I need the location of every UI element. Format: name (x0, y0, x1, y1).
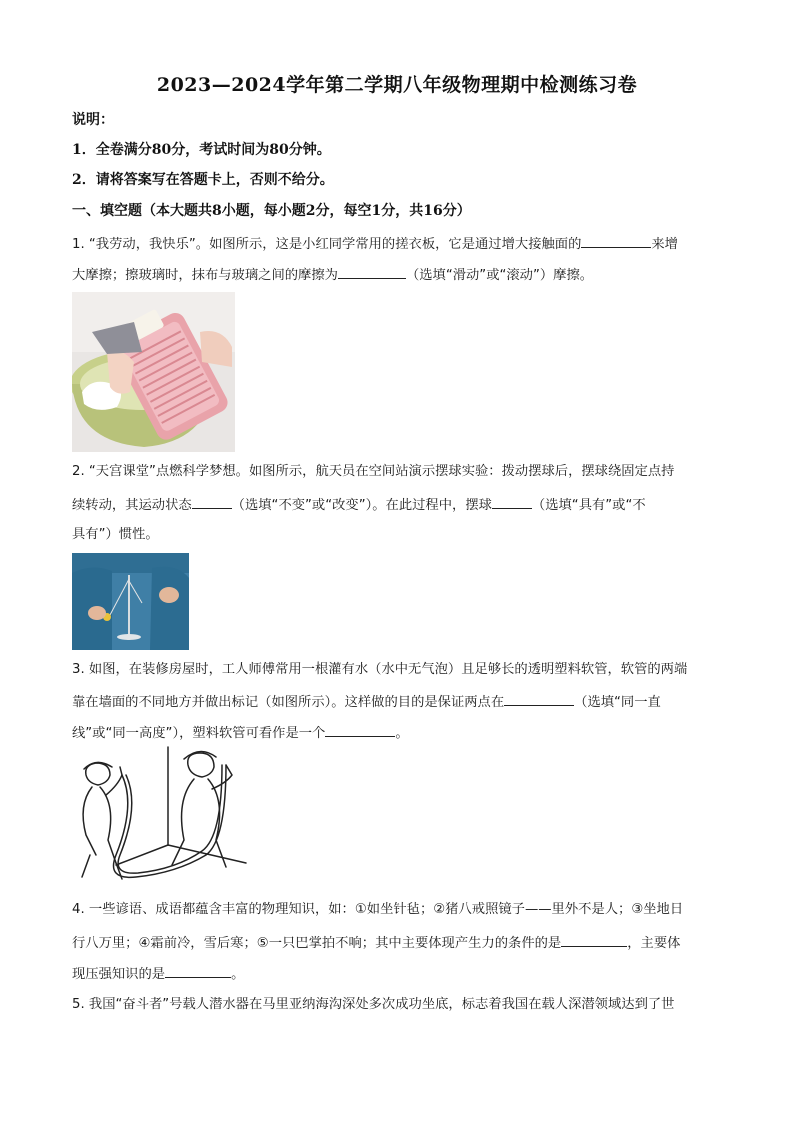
section-heading: 一、填空题（本大题共8小题，每小题2分，每空1分，共16分） (72, 203, 471, 219)
question-3-line-2 (72, 691, 727, 713)
q4-text: ，主要体 (627, 936, 681, 951)
notes-item-2: 2．请将答案写在答题卡上，否则不给分。 (72, 172, 334, 188)
question-2-line-1: 2. “天宫课堂”点燃科学梦想。如图所示，航天员在空间站演示摆球实验：拨动摆球后，摆球绕固定点持 (72, 464, 675, 479)
answer-blank (165, 963, 231, 978)
notes-heading: 说明： (72, 112, 114, 128)
answer-blank (325, 722, 395, 737)
q4-text: 行八万里；④霜前冷，雪后寒；⑤一只巴掌拍不响；其中主要体现产生力的条件的是 (72, 936, 562, 951)
q3-text: 线”或“同一高度”），塑料软管可看作是一个 (72, 726, 326, 741)
answer-blank (492, 494, 532, 509)
q4-text: 。 (231, 967, 245, 982)
answer-blank (561, 932, 627, 947)
question-4-line-3 (72, 963, 727, 985)
q1-text: 大摩擦；擦玻璃时，抹布与玻璃之间的摩擦为 (72, 268, 338, 283)
notes-item-1: 1．全卷满分80分，考试时间为80分钟。 (72, 142, 331, 158)
q1-text: 1. “我劳动，我快乐”。如图所示，这是小红同学常用的搓衣板，它是通过增大接触面的 (72, 237, 582, 252)
question-2-line-2 (72, 494, 727, 516)
question-3-line-1: 3. 如图，在装修房屋时，工人师傅常用一根灌有水（水中无气泡）且足够长的透明塑料软管，软管的两端 (72, 662, 688, 677)
q3-text: （选填“同一直 (574, 695, 661, 710)
q3-text: 。 (395, 726, 409, 741)
answer-blank (581, 233, 651, 248)
q2-text: （选填“不变”或“改变”）。在此过程中，摆球 (231, 498, 492, 513)
answer-blank (338, 264, 406, 279)
q1-text: 来增 (651, 237, 678, 252)
q4-text: 现压强知识的是 (72, 967, 166, 982)
question-5-line-1: 5. 我国“奋斗者”号载人潜水器在马里亚纳海沟深处多次成功坐底，标志着我国在载人深潜领域达到了世 (72, 997, 675, 1012)
question-1-line-1 (72, 233, 727, 255)
pendulum-figure (72, 553, 189, 650)
answer-blank (504, 691, 574, 706)
washboard-figure (72, 292, 235, 452)
water-level-hose-figure (76, 745, 248, 885)
q1-text: （选填“滑动”或“滚动”）摩擦。 (405, 268, 594, 283)
q2-text: （选填“具有”或“不 (531, 498, 646, 513)
page-title: 2023—2024学年第二学期八年级物理期中检测练习卷 (156, 74, 638, 96)
question-1-line-2 (72, 264, 727, 286)
question-4-line-2 (72, 932, 727, 954)
question-3-line-3 (72, 722, 727, 744)
question-2-line-3: 具有”）惯性。 (72, 527, 159, 542)
q2-text: 续转动，其运动状态 (72, 498, 192, 513)
question-4-line-1: 4. 一些谚语、成语都蕴含丰富的物理知识，如：①如坐针毡；②猪八戒照镜子——里外不是人；③坐地日 (72, 902, 684, 917)
answer-blank (192, 494, 232, 509)
q3-text: 靠在墙面的不同地方并做出标记（如图所示）。这样做的目的是保证两点在 (72, 695, 505, 710)
